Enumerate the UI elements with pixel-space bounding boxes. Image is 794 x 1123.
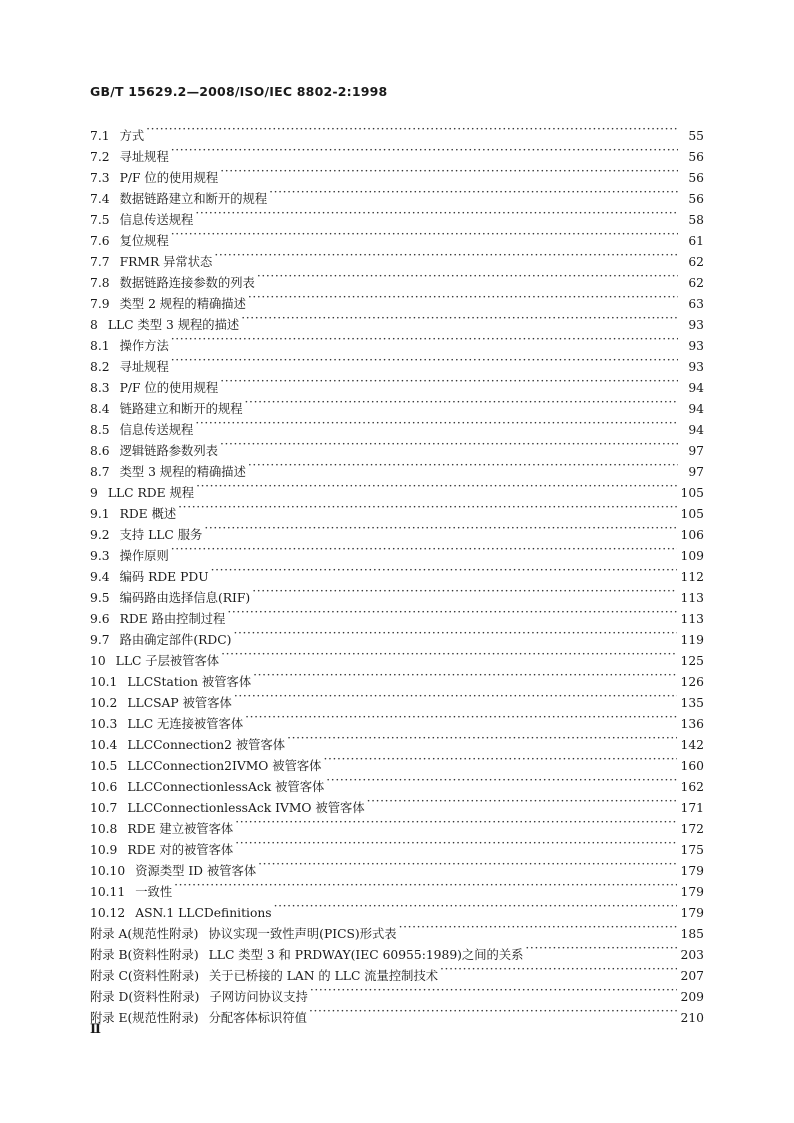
toc-entry-number: 9.5 [90,591,110,605]
toc-entry-number: 9.4 [90,570,110,584]
toc-entry-page: 97 [688,465,704,479]
toc-entry [90,371,704,395]
toc-dot-leader [269,182,678,203]
toc-dot-leader [258,854,676,875]
toc-entry-number: 10.2 [90,696,118,710]
toc-dot-leader [233,623,676,644]
toc-dot-leader [171,539,677,560]
toc-dot-leader [204,518,676,539]
toc-dot-leader [235,812,676,833]
toc-entry-title: 信息传送规程 [119,213,194,227]
toc-entry-title: P/F 位的使用规程 [119,381,219,395]
toc-entry-title: 寻址规程 [119,360,169,374]
toc-entry-page: 210 [680,1011,704,1025]
toc-entry-title: 协议实现一致性声明(PICS)形式表 [208,927,397,941]
toc-entry-title: 支持 LLC 服务 [119,528,203,542]
toc-entry-page: 203 [680,948,704,962]
toc-entry-page: 56 [688,171,704,185]
toc-entry-page: 136 [680,717,704,731]
toc-dot-leader [196,476,676,497]
toc-entry-title: 一致性 [135,885,173,899]
toc-entry-title: 分配客体标识符值 [208,1011,307,1025]
toc-dot-leader [171,224,678,245]
document-header: GB/T 15629.2—2008/ISO/IEC 8802-2:1998 [90,84,388,99]
toc-entry [90,539,704,563]
toc-entry-number: 10.12 [90,906,126,920]
toc-entry-number: 10.9 [90,843,118,857]
toc-entry-title: LLCConnection2 被管客体 [127,738,286,752]
toc-entry-number: 10.8 [90,822,118,836]
toc-dot-leader [220,371,678,392]
toc-dot-leader [287,728,676,749]
toc-entry-title: 编码路由选择信息(RIF) [119,591,251,605]
toc-dot-leader [310,980,677,1001]
toc-entry-title: 复位规程 [119,234,169,248]
toc-dot-leader [525,938,676,959]
toc-entry [90,560,704,584]
toc-entry-number: 附录 A(规范性附录) [90,927,199,941]
toc-entry-number: 附录 B(资料性附录) [90,948,199,962]
toc-entry-title: LLC RDE 规程 [107,486,195,500]
toc-entry-number: 9.1 [90,507,110,521]
toc-entry-number: 8 [90,318,98,332]
toc-entry-title: 子网访问协议支持 [209,990,308,1004]
toc-dot-leader [220,434,678,455]
toc-entry-title: RDE 建立被管客体 [127,822,234,836]
toc-dot-leader [220,161,678,182]
toc-dot-leader [227,602,676,623]
toc-entry-page: 209 [680,990,704,1004]
toc-entry [90,119,704,143]
toc-entry-title: 编码 RDE PDU [119,570,209,584]
toc-entry-number: 8.4 [90,402,110,416]
toc-entry-number: 8.1 [90,339,110,353]
toc-dot-leader [211,560,677,581]
toc-entry-title: FRMR 异常状态 [119,255,213,269]
toc-dot-leader [178,497,676,518]
toc-entry-page: 109 [680,549,704,563]
toc-entry-title: LLCStation 被管客体 [127,675,252,689]
toc-entry-number: 10 [90,654,106,668]
toc-entry-number: 10.10 [90,864,126,878]
toc-entry-title: 链路建立和断开的规程 [119,402,243,416]
toc-entry-number: 8.6 [90,444,110,458]
toc-dot-leader [309,1001,677,1022]
toc-dot-leader [174,875,676,896]
toc-entry-page: 62 [688,255,704,269]
toc-entry-title: ASN.1 LLCDefinitions [135,906,272,920]
toc-entry-page: 160 [680,759,704,773]
toc-entry-title: LLCConnectionlessAck IVMO 被管客体 [127,801,365,815]
toc-entry-title: LLC 子层被管客体 [115,654,220,668]
toc-entry-page: 56 [688,150,704,164]
toc-entry-number: 7.6 [90,234,110,248]
toc-entry-title: P/F 位的使用规程 [119,171,219,185]
toc-entry-page: 97 [688,444,704,458]
toc-entry-page: 185 [680,927,704,941]
toc-entry-title: RDE 对的被管客体 [127,843,234,857]
toc-entry-page: 58 [688,213,704,227]
toc-entry-number: 9.2 [90,528,110,542]
toc-entry-title: LLC 无连接被管客体 [127,717,244,731]
toc-dot-leader [248,287,678,308]
toc-entry-page: 106 [680,528,704,542]
toc-entry-page: 93 [688,318,704,332]
toc-entry-page: 125 [680,654,704,668]
toc-dot-leader [257,266,678,287]
toc-dot-leader [367,791,677,812]
toc-dot-leader [171,350,678,371]
toc-entry [90,518,704,542]
toc-dot-leader [234,686,677,707]
toc-entry-number: 7.1 [90,129,110,143]
toc-entry [90,245,704,269]
toc-entry-number: 7.5 [90,213,110,227]
toc-entry-title: RDE 路由控制过程 [119,612,226,626]
toc-entry-page: 105 [680,507,704,521]
toc-dot-leader [245,707,676,728]
toc-dot-leader [252,581,676,602]
toc-entry-number: 8.2 [90,360,110,374]
toc-entry-title: 路由确定部件(RDC) [119,633,232,647]
toc-entry-page: 94 [688,381,704,395]
toc-entry-page: 63 [688,297,704,311]
toc-entry-page: 135 [680,696,704,710]
toc-entry-number: 10.3 [90,717,118,731]
toc-entry-page: 126 [680,675,704,689]
toc-entry-number: 附录 D(资料性附录) [90,990,200,1004]
toc-entry [90,140,704,164]
toc-entry [90,497,704,521]
toc-entry [90,329,704,353]
toc-dot-leader [248,455,678,476]
toc-entry-title: 操作原则 [119,549,169,563]
toc-entry-page: 93 [688,339,704,353]
toc-dot-leader [241,308,678,329]
toc-entry-title: 类型 2 规程的精确描述 [119,297,246,311]
toc-entry-number: 7.2 [90,150,110,164]
toc-entry-number: 9.6 [90,612,110,626]
toc-entry-page: 61 [688,234,704,248]
toc-entry-title: 数据链路建立和断开的规程 [119,192,268,206]
toc-entry [90,224,704,248]
toc-entry-page: 179 [680,885,704,899]
toc-entry-number: 10.11 [90,885,126,899]
toc-entry-number: 7.8 [90,276,110,290]
toc-entry-page: 142 [680,738,704,752]
toc-entry-number: 8.7 [90,465,110,479]
toc-entry-title: 数据链路连接参数的列表 [119,276,255,290]
toc-entry-page: 179 [680,906,704,920]
toc-entry-title: 方式 [119,129,145,143]
toc-entry-number: 10.4 [90,738,118,752]
toc-dot-leader [214,245,678,266]
toc-dot-leader [195,203,678,224]
toc-dot-leader [195,413,678,434]
toc-dot-leader [245,392,678,413]
toc-entry-page: 105 [680,486,704,500]
toc-dot-leader [440,959,676,980]
toc-entry-title: RDE 概述 [119,507,177,521]
toc-entry-page: 119 [680,633,704,647]
toc-entry-title: LLC 类型 3 规程的描述 [107,318,240,332]
toc-entry-title: 关于已桥接的 LAN 的 LLC 流量控制技术 [209,969,439,983]
toc-entry-number: 8.5 [90,423,110,437]
toc-entry-page: 172 [680,822,704,836]
toc-entry [90,875,704,899]
toc-entry-page: 179 [680,864,704,878]
toc-entry-page: 207 [680,969,704,983]
toc-entry-number: 附录 C(资料性附录) [90,969,199,983]
toc-dot-leader [253,665,676,686]
toc-dot-leader [146,119,678,140]
toc-dot-leader [171,140,678,161]
toc-entry-title: LLCSAP 被管客体 [127,696,232,710]
toc-entry-number: 9 [90,486,98,500]
toc-entry-number: 10.5 [90,759,118,773]
toc-entry-page: 93 [688,360,704,374]
toc-entry-number: 10.6 [90,780,118,794]
toc-entry-title: 资源类型 ID 被管客体 [135,864,257,878]
toc-entry-page: 62 [688,276,704,290]
toc-entry-page: 112 [680,570,704,584]
toc-entry-page: 162 [680,780,704,794]
toc-entry-page: 113 [680,591,704,605]
toc-entry-title: 操作方法 [119,339,169,353]
toc-dot-leader [171,329,678,350]
toc-entry-page: 175 [680,843,704,857]
toc-dot-leader [274,896,677,917]
toc-entry-number: 7.9 [90,297,110,311]
toc-entry-page: 55 [688,129,704,143]
toc-entry-title: 类型 3 规程的精确描述 [119,465,246,479]
toc-entry-title: LLCConnectionlessAck 被管客体 [127,780,325,794]
toc-dot-leader [221,644,676,665]
toc-entry-title: LLC 类型 3 和 PRDWAY(IEC 60955:1989)之间的关系 [208,948,524,962]
toc-dot-leader [399,917,677,938]
toc-entry-page: 56 [688,192,704,206]
toc-entry-number: 8.3 [90,381,110,395]
toc-entry-number: 附录 E(规范性附录) [90,1011,199,1025]
toc-entry-page: 94 [688,402,704,416]
toc-entry-page: 113 [680,612,704,626]
toc-entry-number: 10.1 [90,675,118,689]
toc-entry-number: 7.7 [90,255,110,269]
toc-dot-leader [323,749,676,770]
page-number: Ⅱ [90,1022,101,1037]
toc-entry-page: 94 [688,423,704,437]
table-of-contents [90,119,704,1025]
toc-entry [90,896,704,920]
toc-entry-number: 7.4 [90,192,110,206]
toc-dot-leader [235,833,676,854]
toc-entry-page: 171 [680,801,704,815]
toc-entry-number: 10.7 [90,801,118,815]
toc-entry-title: 逻辑链路参数列表 [119,444,218,458]
toc-entry-number: 9.7 [90,633,110,647]
toc-dot-leader [326,770,676,791]
toc-entry [90,350,704,374]
toc-entry-title: 寻址规程 [119,150,169,164]
toc-entry [90,161,704,185]
toc-entry-number: 9.3 [90,549,110,563]
toc-entry-title: LLCConnection2IVMO 被管客体 [127,759,322,773]
toc-entry-number: 7.3 [90,171,110,185]
toc-entry-title: 信息传送规程 [119,423,194,437]
